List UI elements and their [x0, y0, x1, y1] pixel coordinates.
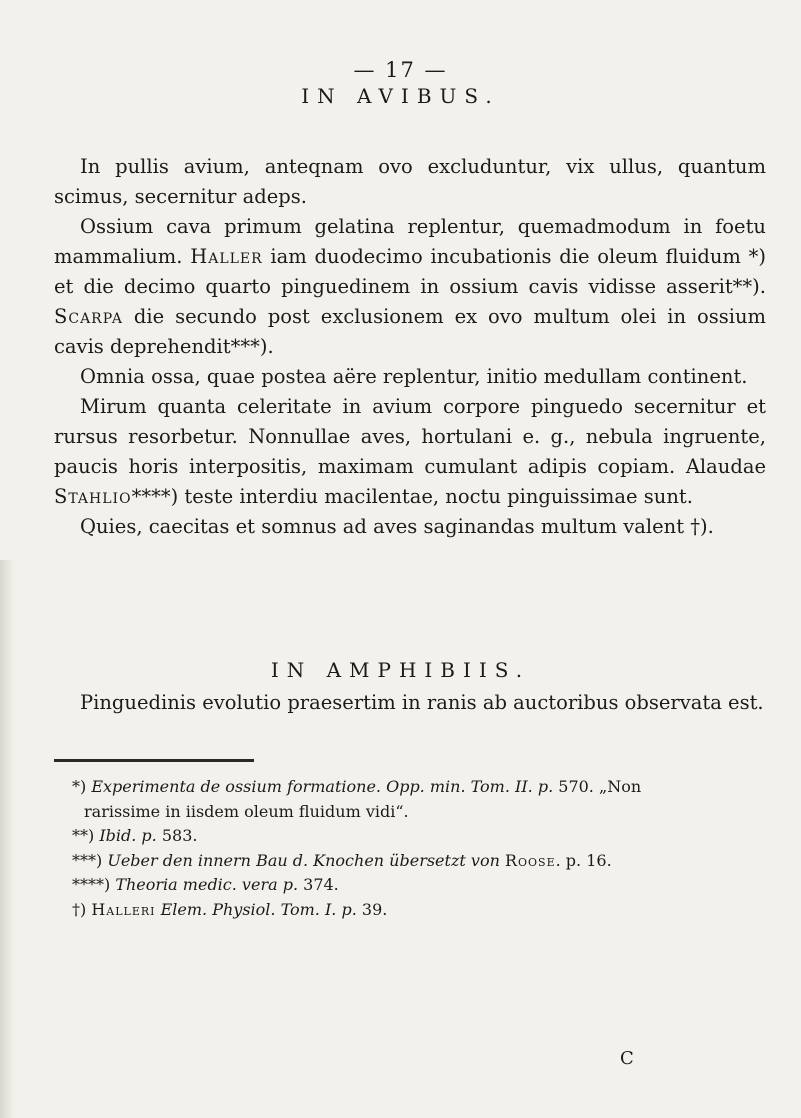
paragraph	[54, 362, 766, 392]
section-heading-amphibians: IN AMPHIBIIS.	[270, 658, 531, 682]
text-run: 374.	[298, 875, 339, 894]
text-run: ****) teste interdiu macilentae, noctu pinguissimae sunt.	[131, 485, 693, 508]
citation-title: Theoria medic. vera p.	[115, 875, 299, 894]
author-name: Halleri	[91, 899, 156, 919]
paragraph	[54, 152, 766, 212]
footnote	[72, 898, 772, 923]
citation-title: Ueber den innern Bau d. Knochen übersetzt von	[107, 850, 500, 870]
page-edge-shadow	[0, 560, 14, 1118]
footnote-marker: ****)	[72, 875, 116, 894]
text-run: In pullis avium, anteqnam ovo excluduntur, vix ullus, quantum scimus, secernitur adeps.	[54, 155, 766, 208]
footnote	[72, 800, 772, 825]
footnote-rule	[54, 759, 254, 762]
footnotes	[72, 775, 772, 922]
footnote-marker: **)	[72, 826, 100, 845]
footnote-marker: †)	[72, 899, 92, 919]
text-run: 583.	[156, 826, 198, 845]
citation-title: Experimenta de ossium formatione. Opp. min. Tom. II. p.	[91, 777, 554, 796]
author-name: Scarpa	[54, 305, 123, 328]
text-run: . p. 16.	[555, 850, 612, 870]
footnote-marker: ***)	[72, 850, 108, 870]
text-run: Mirum quanta celeritate in avium corpore pinguedo secernitur et rursus resorbetur. Nonnullae aves, hortulani e. g., nebula ingruente, paucis horis interpositis, maximam cumulant adipis copiam. Alaudae	[54, 395, 766, 478]
citation-title: Ibid. p.	[99, 826, 157, 845]
text-run: Quies, caecitas et somnus ad aves saginandas multum valent †).	[80, 515, 714, 538]
footnote	[72, 873, 772, 898]
paragraph	[54, 212, 766, 362]
text-run: Pinguedinis evolutio praesertim in ranis ab auctoribus observata est.	[80, 691, 764, 714]
author-name: Haller	[190, 245, 263, 268]
author-name: Stahlio	[54, 485, 132, 508]
signature-mark: C	[620, 1048, 634, 1069]
section-birds-text	[54, 152, 766, 542]
footnote-marker: *)	[72, 777, 92, 796]
paragraph	[54, 392, 766, 512]
section-heading-birds: IN AVIBUS.	[301, 84, 500, 108]
citation-title: Elem. Physiol. Tom. I. p.	[160, 899, 357, 919]
footnote	[72, 849, 772, 874]
footnote	[72, 775, 772, 800]
author-name: Roose	[504, 850, 556, 870]
text-run: rarissime in iisdem oleum fluidum vidi“.	[84, 801, 409, 821]
paragraph	[54, 688, 766, 718]
footnote	[72, 824, 772, 849]
text-run: 570. „Non	[553, 777, 642, 796]
text-run: Omnia ossa, quae postea aëre replentur, initio medullam continent.	[80, 365, 748, 388]
text-run: 39.	[356, 899, 388, 919]
text-run: die secundo post exclusionem ex ovo multum olei in ossium cavis deprehendit***).	[54, 305, 766, 358]
text-run: iam duodecimo incubationis die oleum fluidum *) et die decimo quarto pinguedinem in ossium cavis vidisse asserit**).	[54, 245, 766, 298]
text-run: Ossium cava primum gelatina replentur, quemadmodum in foetu mammalium.	[54, 215, 766, 268]
paragraph	[54, 512, 766, 542]
page-number: — 17 —	[353, 58, 448, 82]
section-amphibians-text	[54, 688, 766, 718]
